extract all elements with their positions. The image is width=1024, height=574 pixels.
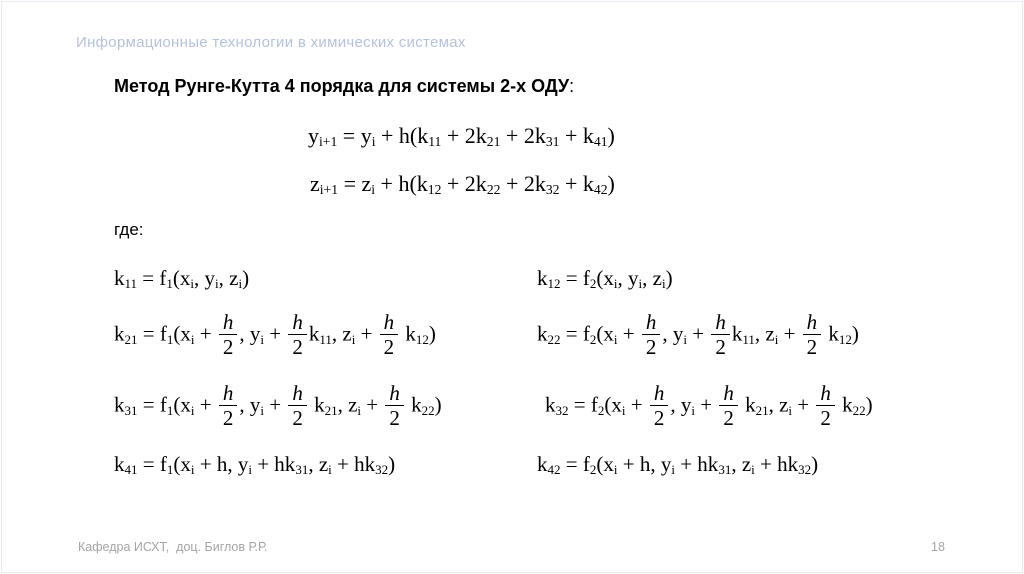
page-number: 18 xyxy=(931,540,945,554)
fraction: $\frac{h}{2}$ xyxy=(219,382,238,429)
fraction: $\frac{h}{2}$ xyxy=(803,311,822,358)
equation-y-next: $y_{i+1} = y_i + h(k_{11} + 2k_{21} + 2k_{31} + k_{41})$ xyxy=(308,123,615,150)
fraction: $\frac{h}{2}$ xyxy=(642,311,661,358)
formula-k12: $k_{12} = f_2(x_i$, $y_i$, $z_i$) xyxy=(537,266,673,292)
slide-title-text: Метод Рунге-Кутта 4 порядка для системы 2-х ОДУ xyxy=(114,76,570,96)
fraction: $\frac{h}{2}$ xyxy=(711,311,730,358)
formula-k32: $k_{32} = f_2(x_i$ + $\frac{h}{2}$ , $y_i$ + $\frac{h}{2}$ $k_{21}$, $z_i$ + $\frac{h}{2}$ $k_{22}$) xyxy=(545,381,873,431)
fraction: $\frac{h}{2}$ xyxy=(380,311,399,358)
equation-z-next: $z_{i+1} = z_i + h(k_{12} + 2k_{22} + 2k_{32} + k_{42})$ xyxy=(310,171,615,198)
fraction: $\frac{h}{2}$ xyxy=(288,382,307,429)
course-header: Информационные технологии в химических системах xyxy=(76,34,466,51)
fraction: $\frac{h}{2}$ xyxy=(219,311,238,358)
fraction: $\frac{h}{2}$ xyxy=(816,382,835,429)
fraction: $\frac{h}{2}$ xyxy=(288,311,307,358)
formula-k21: $k_{21} = f_1(x_i$ + $\frac{h}{2}$ , $y_i$ + $\frac{h}{2}$ $k_{11}$, $z_i$ + $\frac{h}{2}$ $k_{12}$) xyxy=(114,310,436,360)
fraction: $\frac{h}{2}$ xyxy=(719,382,738,429)
fraction: $\frac{h}{2}$ xyxy=(385,382,404,429)
formula-k11: $k_{11} = f_1(x_i$, $y_i$, $z_i$) xyxy=(114,266,250,292)
where-label: где: xyxy=(114,220,144,239)
formula-k42: $k_{42} = f_2(x_i + h$, $y_i + hk_{31}$, $z_i + hk_{32}$) xyxy=(537,452,819,478)
formula-k22: $k_{22} = f_2(x_i$ + $\frac{h}{2}$ , $y_i$ + $\frac{h}{2}$ $k_{11}$, $z_i$ + $\frac{h}{2}$ $k_{12}$) xyxy=(537,310,859,360)
slide-title-colon: : xyxy=(569,76,575,96)
formula-k31: $k_{31} = f_1(x_i$ + $\frac{h}{2}$ , $y_i$ + $\frac{h}{2}$ $k_{21}$, $z_i$ + $\frac{h}{2}$ $k_{22}$) xyxy=(114,381,442,431)
slide-title xyxy=(114,76,574,97)
formula-k41: $k_{41} = f_1(x_i + h$, $y_i + hk_{31}$, $z_i + hk_{32}$) xyxy=(114,452,396,478)
footer-text: Кафедра ИСХТ, доц. Биглов Р.Р. xyxy=(78,540,268,554)
fraction: $\frac{h}{2}$ xyxy=(650,382,669,429)
